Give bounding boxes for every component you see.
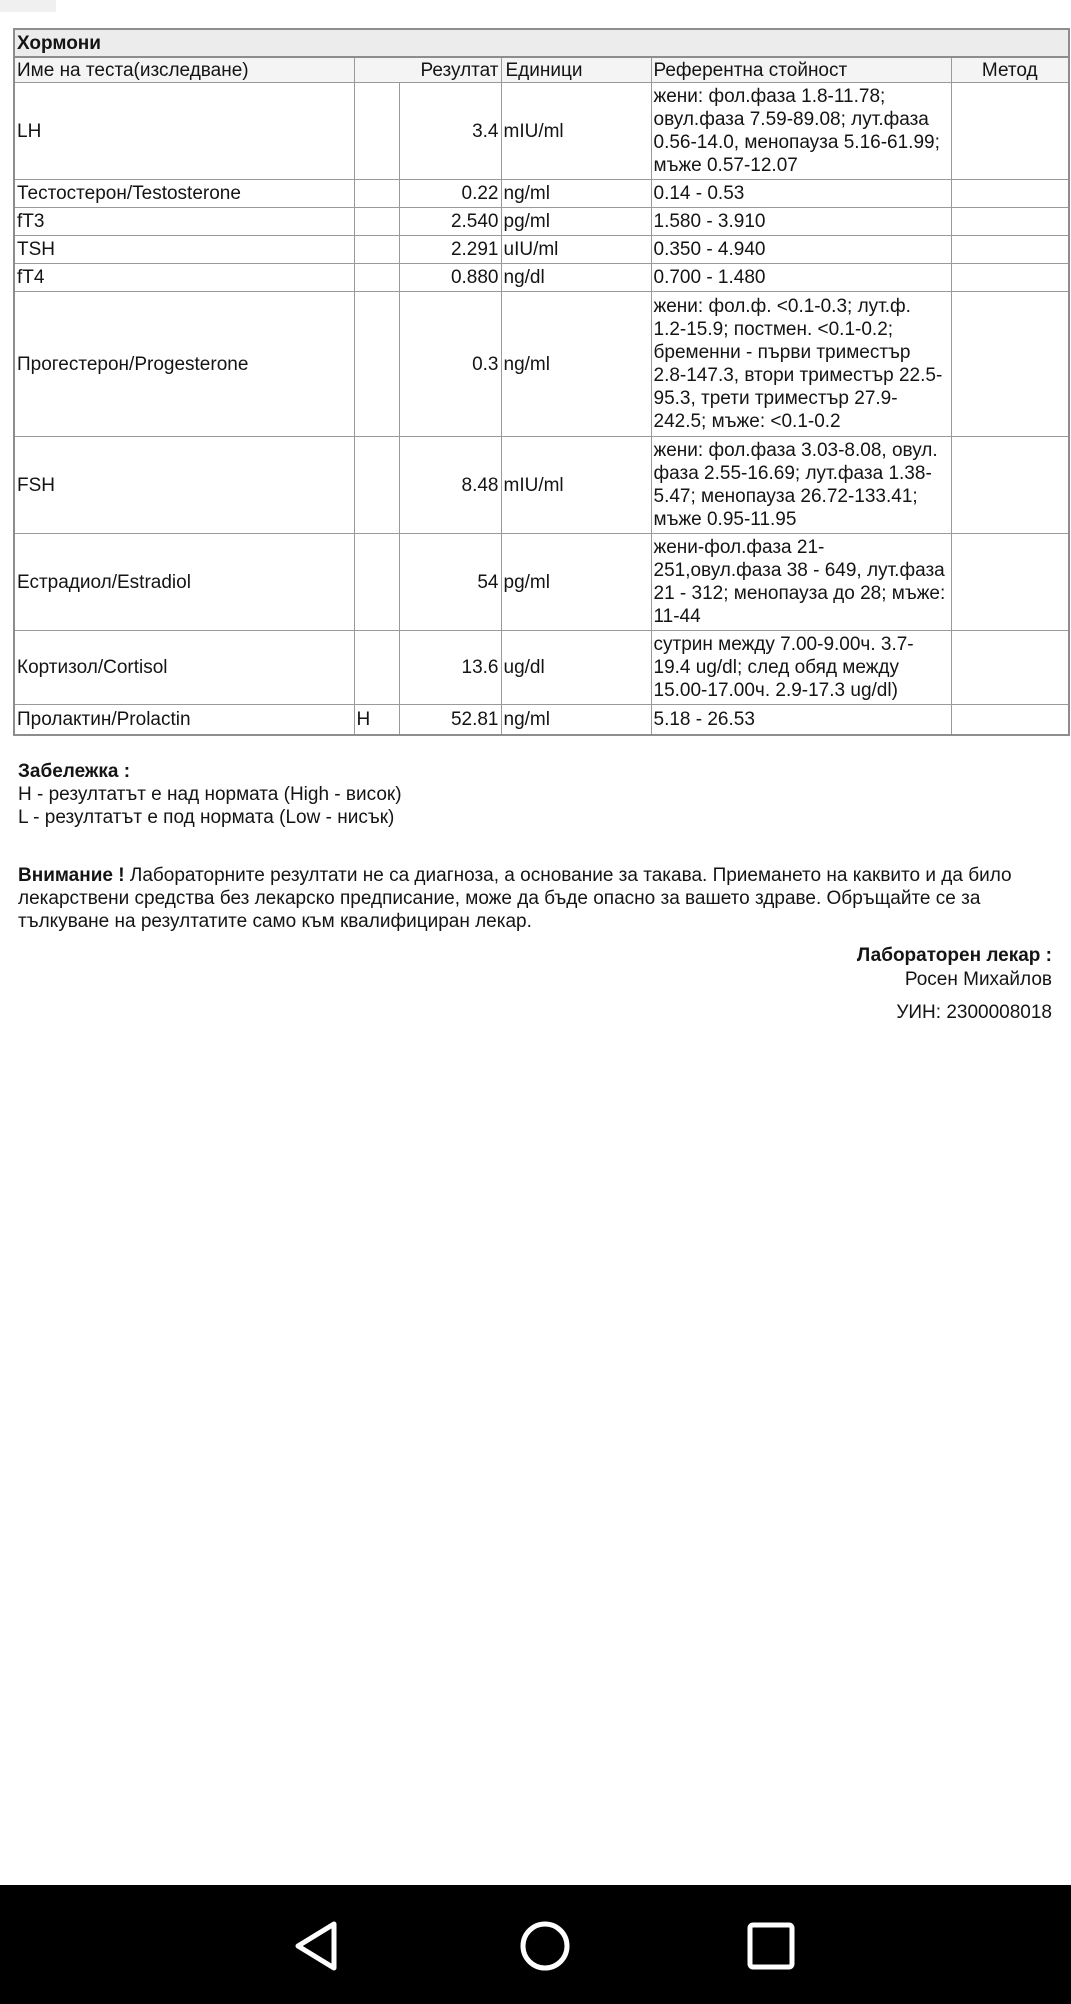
- recents-square-icon: [743, 1918, 799, 1974]
- flag-cell: [354, 264, 399, 292]
- table-row: [14, 236, 1069, 264]
- unit-cell: mIU/ml: [501, 83, 651, 180]
- test-name-cell: Кортизол/Cortisol: [14, 631, 354, 705]
- unit-cell: pg/ml: [501, 208, 651, 236]
- test-name-cell: fT4: [14, 264, 354, 292]
- reference-range-cell: жени: фол.фаза 1.8-11.78; овул.фаза 7.59-89.08; лут.фаза 0.56-14.0, менопауза 5.16-61.99; мъже 0.57-12.07: [651, 83, 951, 180]
- method-cell: [951, 705, 1069, 735]
- back-triangle-icon: [290, 1918, 346, 1974]
- reference-range-cell: 0.14 - 0.53: [651, 180, 951, 208]
- result-cell: 2.291: [399, 236, 501, 264]
- test-name-cell: LH: [14, 83, 354, 180]
- test-name-cell: Тестостерон/Testosterone: [14, 180, 354, 208]
- result-cell: 52.81: [399, 705, 501, 735]
- recents-button[interactable]: [743, 1918, 799, 1974]
- reference-range-cell: жени-фол.фаза 21-251,овул.фаза 38 - 649, лут.фаза 21 - 312; менопауза до 28; мъже: 11-44: [651, 534, 951, 631]
- back-button[interactable]: [290, 1918, 346, 1974]
- flag-cell: [354, 292, 399, 437]
- flag-cell: [354, 83, 399, 180]
- result-cell: 0.3: [399, 292, 501, 437]
- home-button[interactable]: [517, 1918, 573, 1974]
- reference-range-cell: 1.580 - 3.910: [651, 208, 951, 236]
- method-cell: [951, 534, 1069, 631]
- result-cell: 54: [399, 534, 501, 631]
- result-cell: 13.6: [399, 631, 501, 705]
- unit-cell: pg/ml: [501, 534, 651, 631]
- table-row: [14, 437, 1069, 534]
- method-cell: [951, 264, 1069, 292]
- test-name-cell: fT3: [14, 208, 354, 236]
- flag-cell: [354, 534, 399, 631]
- home-circle-icon: [517, 1918, 573, 1974]
- test-name-cell: Прогестерон/Progesterone: [14, 292, 354, 437]
- test-name-cell: Пролактин/Prolactin: [14, 705, 354, 735]
- col-header-method: Метод: [951, 57, 1069, 83]
- table-row: [14, 264, 1069, 292]
- disclaimer-paragraph: [18, 864, 1053, 933]
- physician-name: Росен Михайлов: [904, 969, 1052, 990]
- method-cell: [951, 292, 1069, 437]
- col-header-result: Резултат: [354, 57, 501, 83]
- unit-cell: ng/dl: [501, 264, 651, 292]
- reference-range-cell: жени: фол.ф. <0.1-0.3; лут.ф. 1.2-15.9; постмен. <0.1-0.2; бременни - първи триместър 2.8-147.3, втори триместър 22.5-95.3, трети триместър 27.9-242.5; мъже: <0.1-0.2: [651, 292, 951, 437]
- android-navigation-bar: [0, 1885, 1071, 2004]
- result-cell: 0.880: [399, 264, 501, 292]
- column-header-row: [14, 57, 1069, 83]
- unit-cell: mIU/ml: [501, 437, 651, 534]
- reference-range-cell: 0.350 - 4.940: [651, 236, 951, 264]
- table-row: [14, 705, 1069, 735]
- reference-range-cell: сутрин между 7.00-9.00ч. 3.7-19.4 ug/dl; след обяд между 15.00-17.00ч. 2.9-17.3 ug/dl): [651, 631, 951, 705]
- table-row: [14, 208, 1069, 236]
- result-cell: 0.22: [399, 180, 501, 208]
- unit-cell: ug/dl: [501, 631, 651, 705]
- section-header-row: [14, 29, 1069, 57]
- flag-cell: [354, 180, 399, 208]
- reference-range-cell: жени: фол.фаза 3.03-8.08, овул. фаза 2.55-16.69; лут.фаза 1.38-5.47; менопауза 26.72-133.41; мъже 0.95-11.95: [651, 437, 951, 534]
- table-row: [14, 83, 1069, 180]
- unit-cell: ng/ml: [501, 705, 651, 735]
- hormones-results-table: [13, 28, 1070, 736]
- unit-cell: ng/ml: [501, 180, 651, 208]
- flag-cell: [354, 236, 399, 264]
- physician-label: Лабораторен лекар :: [856, 945, 1052, 966]
- physician-uin: УИН: 2300008018: [896, 1002, 1052, 1023]
- method-cell: [951, 631, 1069, 705]
- flag-cell: [354, 631, 399, 705]
- table-row: [14, 631, 1069, 705]
- result-cell: 8.48: [399, 437, 501, 534]
- table-row: [14, 292, 1069, 437]
- result-cell: 3.4: [399, 83, 501, 180]
- test-name-cell: FSH: [14, 437, 354, 534]
- method-cell: [951, 180, 1069, 208]
- test-name-cell: Естрадиол/Estradiol: [14, 534, 354, 631]
- method-cell: [951, 437, 1069, 534]
- test-name-cell: TSH: [14, 236, 354, 264]
- legend-note: [18, 760, 402, 829]
- table-row: [14, 180, 1069, 208]
- physician-signature-block: [857, 944, 1052, 1025]
- flag-cell: [354, 208, 399, 236]
- disclaimer-text: Лабораторните резултати не са диагноза, а основание за такава. Приемането на каквито и да било лекарствени средства без лекарско предписание, може да бъде опасно за вашето здраве. Обръщайте се за тълкуване на резултатите само към квалифициран лекар.: [18, 865, 1012, 932]
- top-edge-strip: [0, 0, 56, 12]
- col-header-units: Единици: [501, 57, 651, 83]
- note-low-line: L - резултатът е под нормата (Low - нисък): [18, 807, 395, 828]
- result-cell: 2.540: [399, 208, 501, 236]
- note-title: Забележка :: [18, 761, 131, 782]
- method-cell: [951, 208, 1069, 236]
- col-header-name: Име на теста(изследване): [14, 57, 354, 83]
- flag-cell: [354, 437, 399, 534]
- unit-cell: uIU/ml: [501, 236, 651, 264]
- unit-cell: ng/ml: [501, 292, 651, 437]
- method-cell: [951, 83, 1069, 180]
- method-cell: [951, 236, 1069, 264]
- disclaimer-bold: Внимание !: [18, 865, 125, 886]
- section-title: Хормони: [14, 29, 1069, 57]
- flag-cell: H: [354, 705, 399, 735]
- reference-range-cell: 0.700 - 1.480: [651, 264, 951, 292]
- reference-range-cell: 5.18 - 26.53: [651, 705, 951, 735]
- col-header-reference: Референтна стойност: [651, 57, 951, 83]
- note-high-line: H - резултатът е над нормата (High - висок): [18, 784, 402, 805]
- table-row: [14, 534, 1069, 631]
